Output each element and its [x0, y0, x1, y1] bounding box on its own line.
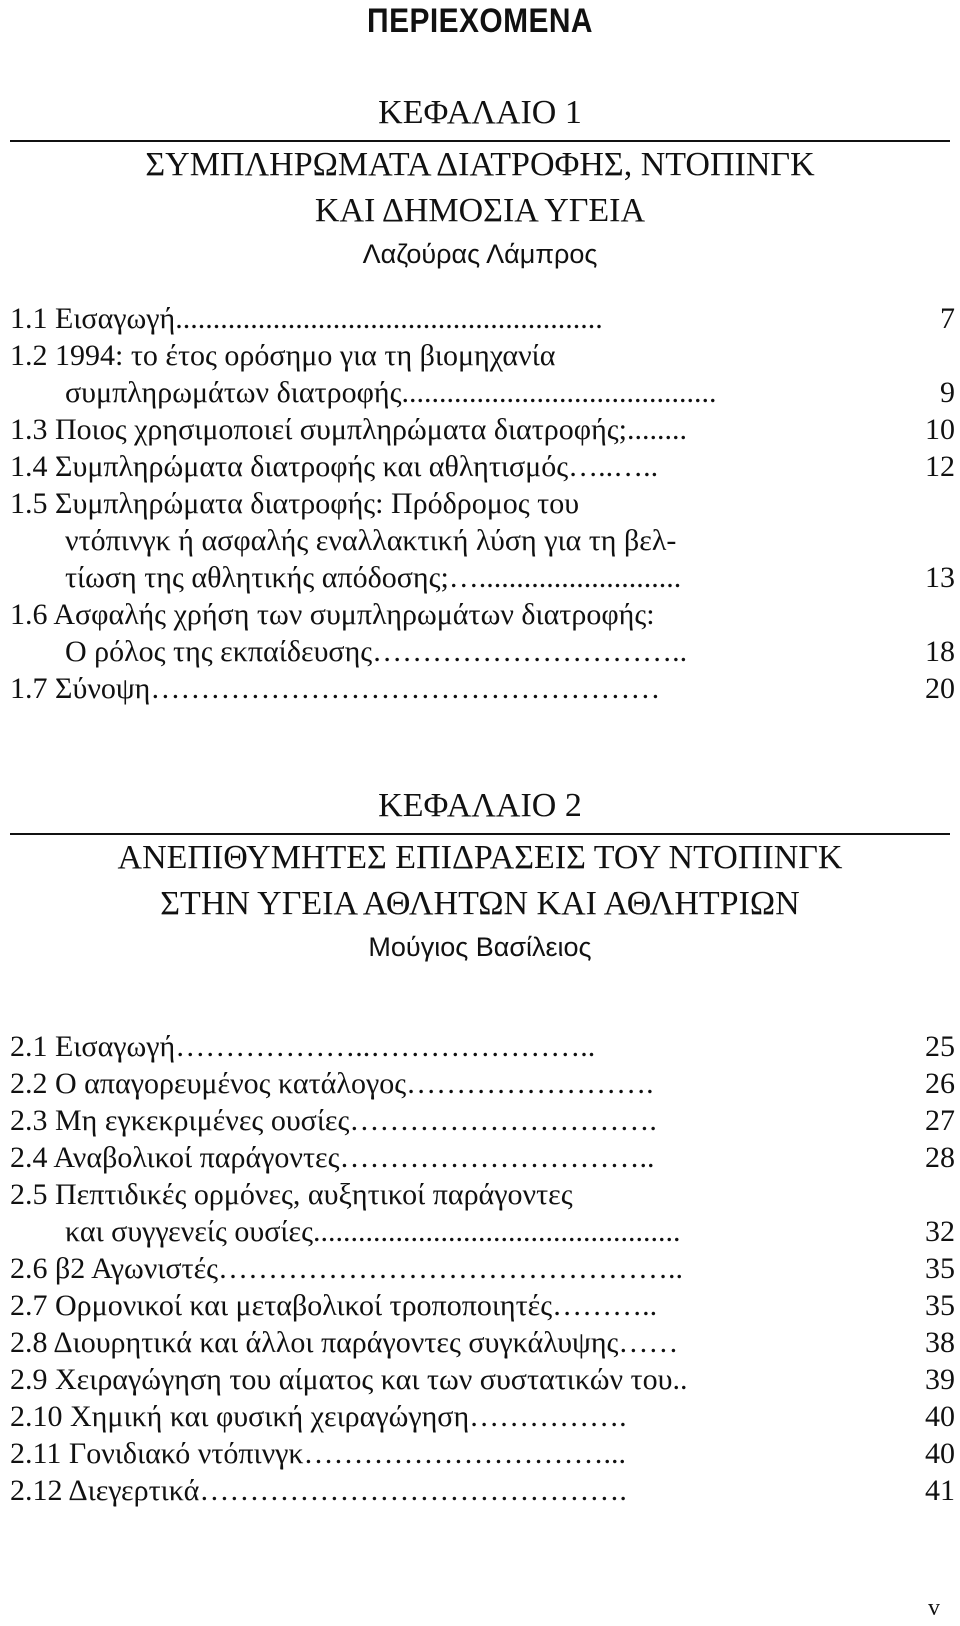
toc-entry-text: 2.11 Γονιδιακό ντόπινγκ…………………………... — [10, 1437, 627, 1470]
toc-entry-page: 35 — [925, 1289, 955, 1322]
page-number: v — [928, 1595, 940, 1621]
chapter-2-title-line-1: ΑΝΕΠΙΘΥΜΗΤΕΣ ΕΠΙΔΡΑΣΕΙΣ ΤΟΥ ΝΤΟΠΙΝΓΚ — [117, 839, 843, 876]
chapter-1-title-line-1: ΣΥΜΠΛΗΡΩΜΑΤΑ ΔΙΑΤΡΟΦΗΣ, ΝΤΟΠΙΝΓΚ — [145, 146, 815, 183]
toc-entry-page: 32 — [925, 1215, 955, 1248]
toc-entry-2-1[interactable] — [10, 1028, 955, 1065]
toc-entry-page: 13 — [925, 561, 955, 594]
toc-entry-text: 2.12 Διεγερτικά……………………………………. — [10, 1474, 627, 1507]
toc-entry-page: 41 — [925, 1474, 955, 1507]
chapter-2-entries — [10, 1028, 955, 1509]
toc-entry-page: 7 — [940, 302, 955, 335]
toc-entry-page: 18 — [925, 635, 955, 668]
chapter-1-author: Λαζούρας Λάμπρος — [362, 239, 598, 269]
toc-entry-page: 39 — [925, 1363, 955, 1396]
chapter-1-number: ΚΕΦΑΛΑΙΟ 1 — [378, 94, 582, 131]
toc-entry-text: 2.10 Χημική και φυσική χειραγώγηση……………. — [10, 1400, 627, 1433]
toc-entry-page: 9 — [940, 376, 955, 409]
toc-entry-2-8[interactable] — [10, 1324, 955, 1361]
toc-entry-text: 1.4 Συμπληρώματα διατροφής και αθλητισμός…..….. — [10, 450, 659, 483]
toc-entry-text: 1.1 Εισαγωγή......................................................... — [10, 302, 603, 335]
toc-entry-page: 26 — [925, 1067, 955, 1100]
toc-entry-text: 2.3 Μη εγκεκριμένες ουσίες…………………………. — [10, 1104, 657, 1137]
toc-entry-2-7[interactable] — [10, 1287, 955, 1324]
toc-entry-1-2-cont[interactable] — [10, 374, 955, 411]
toc-entry-text: και συγγενείς ουσίες................................................. — [65, 1215, 681, 1248]
page-title: ΠΕΡΙΕΧΟΜΕΝΑ — [367, 2, 593, 40]
toc-entry-1-3[interactable] — [10, 411, 955, 448]
toc-entry-text: Ο ρόλος της εκπαίδευσης………………………….. — [65, 635, 688, 668]
toc-entry-1-1[interactable] — [10, 300, 955, 337]
toc-entry-page: 25 — [925, 1030, 955, 1063]
toc-entry-page: 40 — [925, 1400, 955, 1433]
chapter-1-header — [0, 90, 960, 274]
toc-entry-text: συμπληρωμάτων διατροφής.......................................... — [65, 376, 717, 409]
toc-entry-2-9[interactable] — [10, 1361, 955, 1398]
toc-entry-text: 2.2 Ο απαγορευμένος κατάλογος……………………. — [10, 1067, 654, 1100]
chapter-2-header — [0, 783, 960, 967]
toc-entry-text: 1.3 Ποιος χρησιμοποιεί συμπληρώματα διατροφής;........ — [10, 413, 687, 446]
chapter-1-entries — [10, 300, 955, 707]
toc-entry-1-7[interactable] — [10, 670, 955, 707]
toc-entry-2-2[interactable] — [10, 1065, 955, 1102]
chapter-2-title-line-2: ΣΤΗΝ ΥΓΕΙΑ ΑΘΛΗΤΩΝ ΚΑΙ ΑΘΛΗΤΡΙΩΝ — [160, 885, 800, 922]
toc-entry-text: 2.6 β2 Αγωνιστές……………………………………….. — [10, 1252, 684, 1285]
toc-entry-page: 20 — [925, 672, 955, 705]
toc-entry-page: 35 — [925, 1252, 955, 1285]
toc-entry-text: τίωση της αθλητικής απόδοσης;…........................... — [65, 561, 682, 594]
toc-entry-2-10[interactable] — [10, 1398, 955, 1435]
toc-entry-page: 40 — [925, 1437, 955, 1470]
chapter-2-number: ΚΕΦΑΛΑΙΟ 2 — [378, 787, 582, 824]
toc-entry-1-2[interactable] — [10, 337, 955, 374]
toc-entry-2-5[interactable] — [10, 1176, 955, 1213]
toc-entry-1-5-cont[interactable] — [10, 522, 955, 559]
toc-entry-1-5-cont2[interactable] — [10, 559, 955, 596]
toc-entry-text: ντόπινγκ ή ασφαλής εναλλακτική λύση για τη βελ- — [65, 524, 677, 557]
toc-entry-2-4[interactable] — [10, 1139, 955, 1176]
toc-entry-text: 2.4 Αναβολικοί παράγοντες………………………….. — [10, 1141, 655, 1174]
toc-entry-text: 2.9 Χειραγώγηση του αίματος και των συστατικών του.. — [10, 1363, 688, 1396]
toc-entry-2-12[interactable] — [10, 1472, 955, 1509]
toc-entry-page: 28 — [925, 1141, 955, 1174]
chapter-1-title-line-2: ΚΑΙ ΔΗΜΟΣΙΑ ΥΓΕΙΑ — [314, 192, 646, 229]
toc-entry-text: 1.5 Συμπληρώματα διατροφής: Πρόδρομος του — [10, 487, 580, 520]
toc-entry-page: 12 — [925, 450, 955, 483]
toc-entry-page: 10 — [925, 413, 955, 446]
toc-entry-text: 2.7 Ορμονικοί και μεταβολικοί τροποποιητές……….. — [10, 1289, 658, 1322]
toc-entry-1-6-cont[interactable] — [10, 633, 955, 670]
toc-entry-2-5-cont[interactable] — [10, 1213, 955, 1250]
toc-entry-2-3[interactable] — [10, 1102, 955, 1139]
toc-entry-text: 1.7 Σύνοψη…………………………………………… — [10, 672, 661, 705]
toc-entry-2-11[interactable] — [10, 1435, 955, 1472]
toc-entry-page: 27 — [925, 1104, 955, 1137]
toc-entry-text: 2.8 Διουρητικά και άλλοι παράγοντες συγκάλυψης…… — [10, 1326, 679, 1359]
toc-entry-text: 1.6 Ασφαλής χρήση των συμπληρωμάτων διατροφής: — [10, 598, 655, 631]
toc-entry-text: 1.2 1994: το έτος ορόσημο για τη βιομηχανία — [10, 339, 556, 372]
toc-entry-1-6[interactable] — [10, 596, 955, 633]
toc-entry-1-5[interactable] — [10, 485, 955, 522]
toc-entry-page: 38 — [925, 1326, 955, 1359]
chapter-2-author: Μούγιος Βασίλειος — [368, 932, 592, 962]
toc-entry-text: 2.5 Πεπτιδικές ορμόνες, αυξητικοί παράγοντες — [10, 1178, 573, 1211]
toc-entry-2-6[interactable] — [10, 1250, 955, 1287]
toc-entry-1-4[interactable] — [10, 448, 955, 485]
toc-entry-text: 2.1 Εισαγωγή………………..………………….. — [10, 1030, 596, 1063]
